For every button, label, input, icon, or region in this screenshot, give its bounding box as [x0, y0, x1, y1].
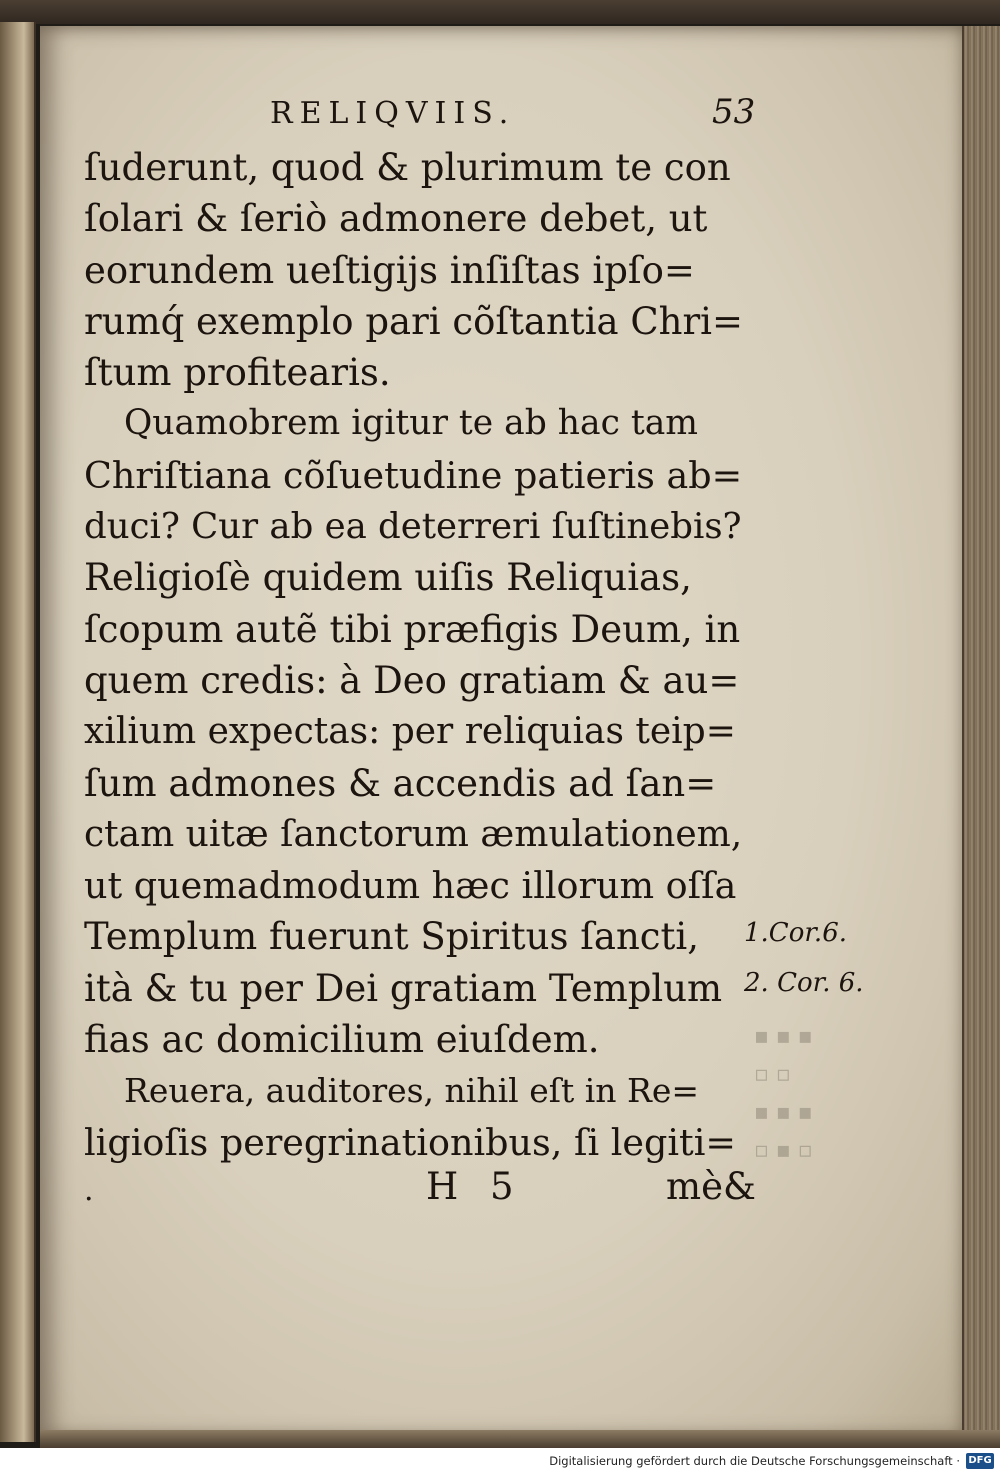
- text-line: ctam uitæ ſanctorum æmulationem,: [84, 813, 743, 855]
- text-line: eorundem ueſtigijs inſiſtas ipſo=: [84, 248, 695, 292]
- text-line: rumq́ exemplo pari cõſtantia Chri=: [84, 299, 744, 343]
- facing-page-edge: [0, 22, 36, 1442]
- funding-notice: Digitalisierung gefördert durch die Deutsche Forschungsgemeinschaft ·: [549, 1454, 960, 1468]
- text-line: xilium expectas: per reliquias teip=: [84, 711, 736, 753]
- page-fore-edge: [962, 26, 1000, 1438]
- footer-bar: [0, 1448, 1000, 1475]
- marginal-note-1: 1.Cor.6.: [744, 918, 847, 948]
- text-line: ligioſis peregrinationibus, ſi legiti=: [84, 1120, 736, 1164]
- catchline-mark: .: [84, 1173, 94, 1208]
- body-text: [84, 142, 744, 1168]
- dfg-logo: DFG: [966, 1453, 994, 1469]
- text-line: Reuera, auditores, nihil eſt in Re=: [124, 1071, 700, 1111]
- text-line: ut quemadmodum hæc illorum oſſa: [84, 864, 737, 908]
- text-line: ità & tu per Dei gratiam Templum: [84, 966, 723, 1010]
- signature-mark: H 5: [426, 1165, 524, 1208]
- running-head: RELIQVIIS.: [270, 96, 516, 131]
- text-line: ſtum profitearis.: [84, 351, 391, 395]
- page-number: 53: [712, 92, 756, 132]
- text-line: Templum fuerunt Spiritus ſancti,: [84, 915, 699, 959]
- text-line: quem credis: à Deo gratiam & au=: [84, 658, 740, 702]
- text-line: Quamobrem igitur te ab hac tam: [124, 403, 699, 444]
- book-top-edge: [0, 0, 1000, 24]
- marginal-note-2: 2. Cor. 6.: [744, 968, 864, 998]
- text-line: duci? Cur ab ea deterreri ſuſtinebis?: [84, 506, 742, 548]
- text-line: fias ac domicilium eiuſdem.: [84, 1018, 600, 1062]
- catchline: [84, 1165, 756, 1215]
- text-line: Religioſè quidem uiſis Reliquias,: [84, 556, 692, 600]
- bleed-through-shadow: ▪ ▪ ▪ ▫ ▫ ▪ ▪ ▪ ▫ ▪ ▫: [754, 1024, 813, 1163]
- text-line: ſuderunt, quod & plurimum te con: [84, 146, 731, 189]
- page-bottom-edge: [40, 1430, 1000, 1448]
- text-line: ſum admones & accendis ad ſan=: [84, 761, 717, 805]
- text-line: Chriſtiana cõſuetudine patieris ab=: [84, 453, 743, 497]
- catchword: mè&: [666, 1165, 756, 1208]
- text-line: ſcopum autẽ tibi præfigis Deum, in: [84, 607, 741, 651]
- text-line: ſolari & ſeriò admonere debet, ut: [84, 197, 708, 241]
